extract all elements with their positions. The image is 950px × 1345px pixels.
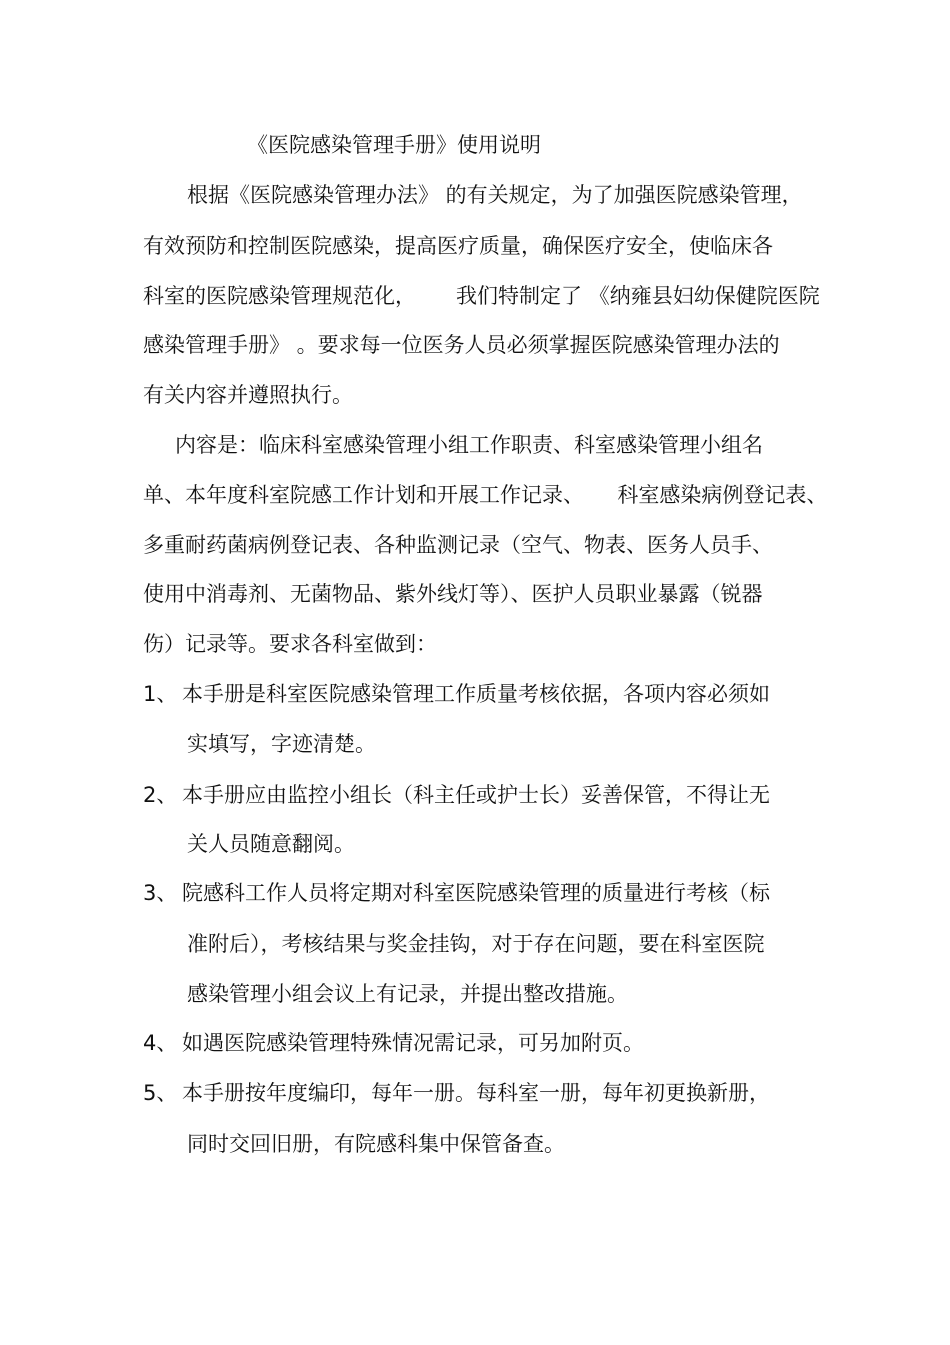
list-item-line: 本手册是科室医院感染管理工作质量考核依据，各项内容必须如 <box>182 682 770 706</box>
list-item-line: 如遇医院感染管理特殊情况需记录，可另加附页。 <box>182 1031 644 1055</box>
content-line: 单、本年度科室院感工作计划和开展工作记录、 科室感染病例登记表、 <box>143 483 828 507</box>
list-item-number: 3、 <box>143 881 178 905</box>
intro-line: 有效预防和控制医院感染，提高医疗质量，确保医疗安全，使临床各 <box>143 234 773 258</box>
list-item-line: 本手册按年度编印，每年一册。每科室一册，每年初更换新册， <box>182 1081 770 1105</box>
intro-line: 感染管理手册》 。要求每一位医务人员必须掌握医院感染管理办法的 <box>143 333 780 357</box>
content-line: 多重耐药菌病例登记表、各种监测记录（空气、物表、医务人员手、 <box>143 533 773 557</box>
content-line: 使用中消毒剂、无菌物品、紫外线灯等）、医护人员职业暴露（锐器 <box>143 582 763 606</box>
intro-line: 有关内容并遵照执行。 <box>143 383 353 407</box>
content-line: 内容是：临床科室感染管理小组工作职责、科室感染管理小组名 <box>175 433 763 457</box>
list-item-line: 准附后），考核结果与奖金挂钩，对于存在问题，要在科室医院 <box>187 932 765 956</box>
document-title: 《医院感染管理手册》使用说明 <box>247 133 541 157</box>
list-item-number: 5、 <box>143 1081 178 1105</box>
list-item-number: 1、 <box>143 682 178 706</box>
list-item-number: 2、 <box>143 783 178 807</box>
content-line: 伤）记录等。要求各科室做到： <box>143 632 437 656</box>
list-item-line: 关人员随意翻阅。 <box>187 832 355 856</box>
list-item-number: 4、 <box>143 1031 178 1055</box>
list-item-line: 院感科工作人员将定期对科室医院感染管理的质量进行考核（标 <box>182 881 770 905</box>
list-item-line: 感染管理小组会议上有记录，并提出整改措施。 <box>187 982 628 1006</box>
list-item-line: 本手册应由监控小组长（科主任或护士长）妥善保管，不得让无 <box>182 783 770 807</box>
intro-line: 根据《医院感染管理办法》 的有关规定，为了加强医院感染管理， <box>187 183 803 207</box>
list-item-line: 实填写，字迹清楚。 <box>187 732 376 756</box>
list-item-line: 同时交回旧册，有院感科集中保管备查。 <box>187 1132 565 1156</box>
intro-line: 科室的医院感染管理规范化， 我们特制定了 《纳雍县妇幼保健院医院 <box>143 284 820 308</box>
